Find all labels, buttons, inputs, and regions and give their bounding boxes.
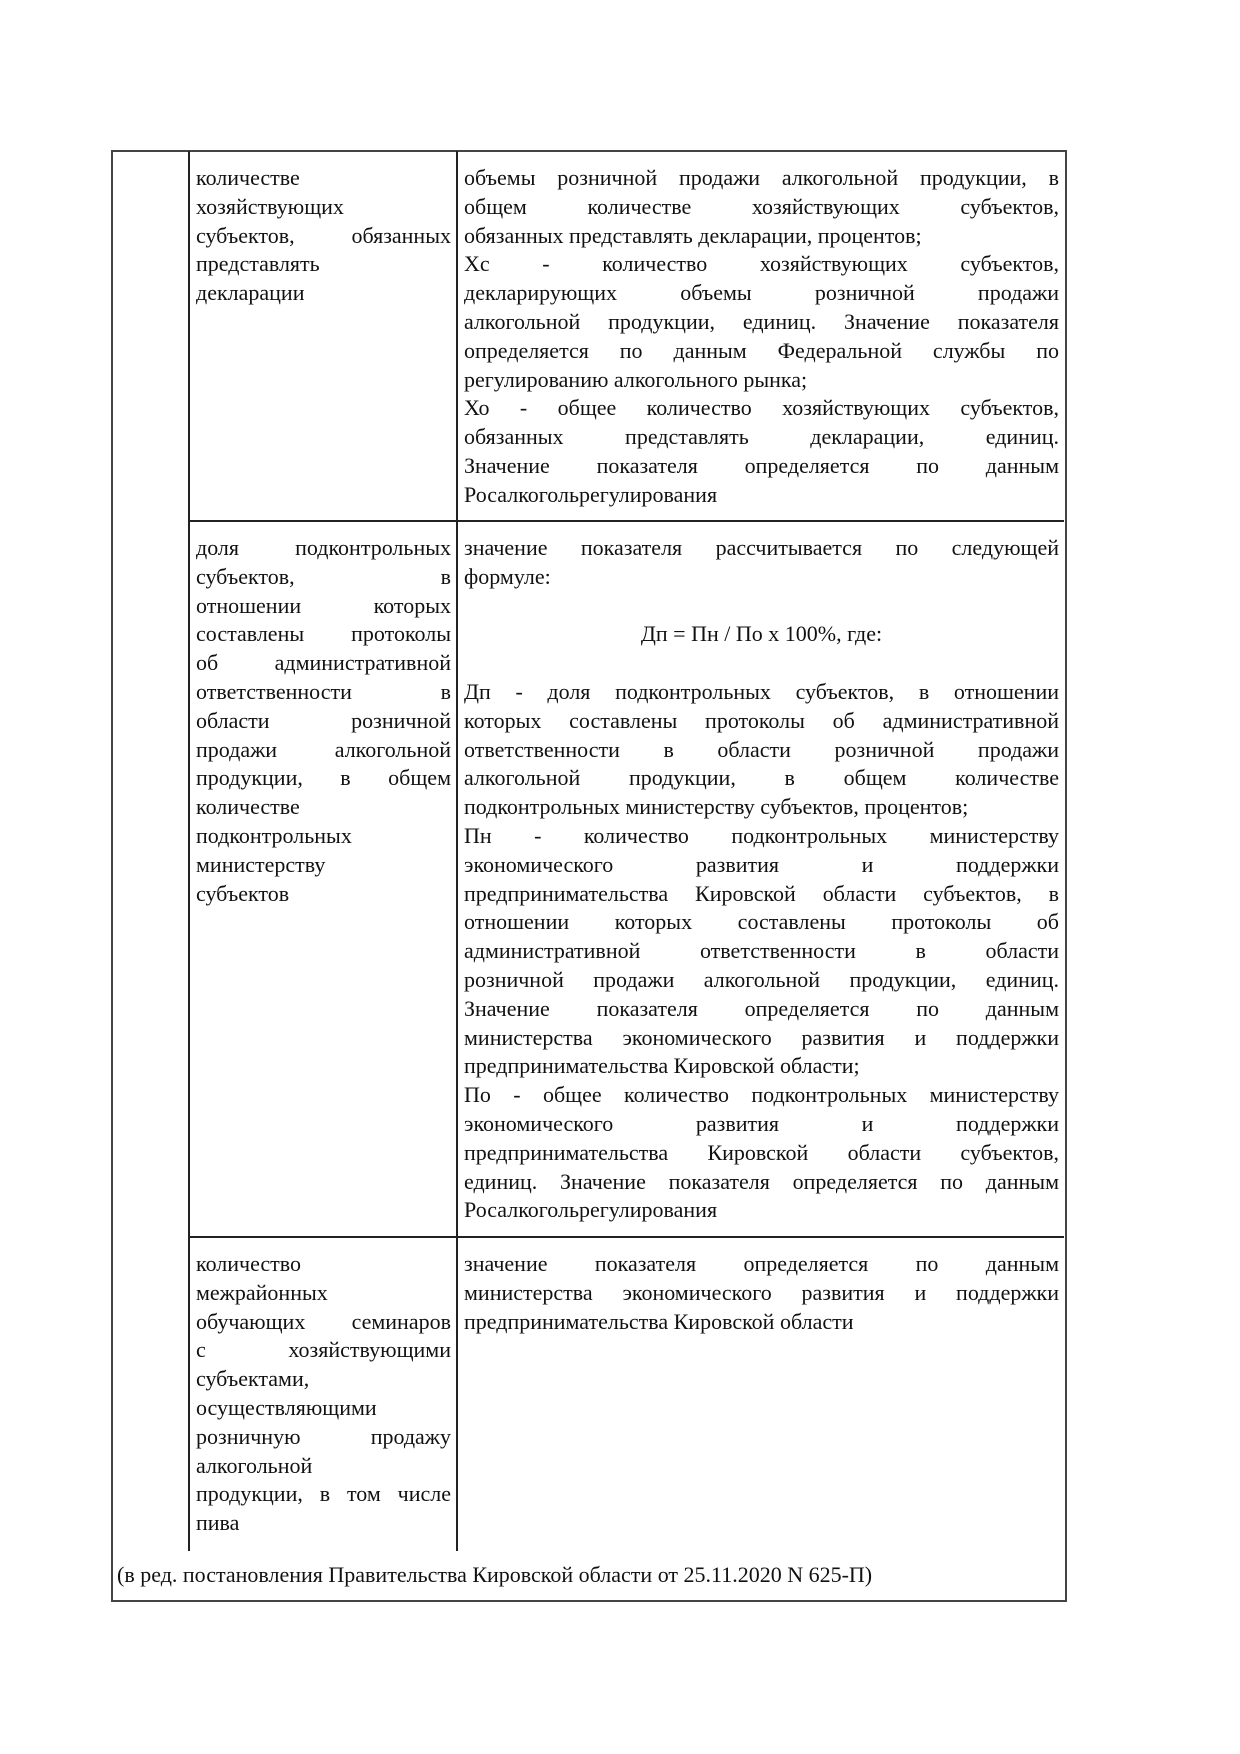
text-line: которых составлены протоколы об административной [464,707,1059,733]
description-cell [464,1250,1059,1336]
text-line: количестве [196,165,300,190]
text-line: субъектов, в [196,563,451,589]
text-line: определяется по данным Федеральной службы по [464,337,1059,363]
formula: Дп = Пн / По х 100%, где: [640,621,883,647]
text-line: с хозяйствующими [196,1337,451,1363]
text-line: общем количестве хозяйствующих субъектов, [464,193,1059,219]
text-line: продажи алкогольной [196,736,451,762]
text-line: регулированию алкогольного рынка; [464,366,808,392]
text-line: предпринимательства Кировской области [464,1308,854,1334]
text-line: экономического развития и поддержки [464,1110,1059,1136]
text-line: отношении которых [196,592,451,618]
text-line: осуществляющими [196,1394,377,1420]
description-cell [464,534,1059,1225]
text-line: Росалкогольрегулирования [464,1197,718,1223]
text-line: алкогольной продукции, в общем количестве [464,765,1059,791]
text-line: экономического развития и поддержки [464,851,1059,877]
text-line: административной ответственности в области [464,938,1059,964]
text-line: подконтрольных [196,822,352,848]
text-line: подконтрольных министерству субъектов, процентов; [464,794,969,820]
indicator-cell [196,1250,451,1538]
text-line: Росалкогольрегулирования [464,481,718,507]
text-line: составлены протоколы [196,621,451,647]
text-line: По - общее количество подконтрольных министерству [464,1082,1059,1108]
column-divider [456,151,458,1551]
text-line: ответственности в области розничной продажи [464,736,1059,762]
text-line: алкогольной продукции, единиц. Значение показателя [464,308,1059,334]
text-line: количество [196,1251,302,1276]
text-line: продукции, в общем [196,765,451,791]
blank-line [464,592,1059,621]
text-line: розничную продажу [196,1423,451,1449]
text-line: формуле: [464,563,551,589]
text-line: декларирующих объемы розничной продажи [464,280,1059,306]
text-line: обучающих семинаров [196,1308,451,1334]
text-line: розничной продажи алкогольной продукции, единиц. [464,966,1059,992]
text-line: единиц. Значение показателя определяется по данным [464,1168,1059,1194]
indicator-cell [196,164,451,308]
blank-line [464,649,1059,678]
text-line: межрайонных [196,1279,328,1305]
text-line: об административной [196,650,451,676]
row-divider [188,520,1064,522]
column-divider [188,151,190,1551]
amendment-note: (в ред. постановления Правительства Кировской области от 25.11.2020 N 625-П) [117,1562,873,1587]
text-line: представлять [196,251,320,277]
text-line: объемы розничной продажи алкогольной продукции, в [464,165,1059,190]
text-line: Дп - доля подконтрольных субъектов, в отношении [464,678,1059,704]
description-cell [464,164,1059,510]
row-divider [188,1236,1064,1238]
text-line: предпринимательства Кировской области субъектов, [464,1139,1059,1165]
text-line: субъектов [196,880,290,906]
text-line: субъектами, [196,1366,310,1392]
text-line: пива [196,1510,240,1536]
text-line: обязанных представлять декларации, процентов; [464,222,922,248]
text-line: предпринимательства Кировской области; [464,1053,860,1079]
text-line: ответственности в [196,678,451,704]
text-line: значение показателя определяется по данным [464,1251,1059,1276]
text-line: алкогольной [196,1452,313,1478]
text-line: Значение показателя определяется по данным [464,452,1059,478]
text-line: обязанных представлять декларации, единиц. [464,424,1059,450]
text-line: хозяйствующих [196,193,344,219]
text-line: количестве [196,794,300,820]
text-line: области розничной [196,707,451,733]
text-line: продукции, в том числе [196,1481,451,1507]
text-line: Значение показателя определяется по данным [464,995,1059,1021]
text-line: отношении которых составлены протоколы об [464,909,1059,935]
text-line: предпринимательства Кировской области субъектов, в [464,880,1059,906]
text-line: министерства экономического развития и поддержки [464,1024,1059,1050]
text-line: министерства экономического развития и поддержки [464,1279,1059,1305]
text-line: декларации [196,280,305,306]
text-line: субъектов, обязанных [196,222,451,248]
text-line: Хс - количество хозяйствующих субъектов, [464,251,1059,277]
text-line: значение показателя рассчитывается по следующей [464,535,1059,560]
text-line: министерству [196,851,326,877]
indicator-cell [196,534,451,908]
text-line: доля подконтрольных [196,535,451,560]
text-line: Пн - количество подконтрольных министерству [464,822,1059,848]
text-line: Хо - общее количество хозяйствующих субъектов, [464,395,1059,421]
